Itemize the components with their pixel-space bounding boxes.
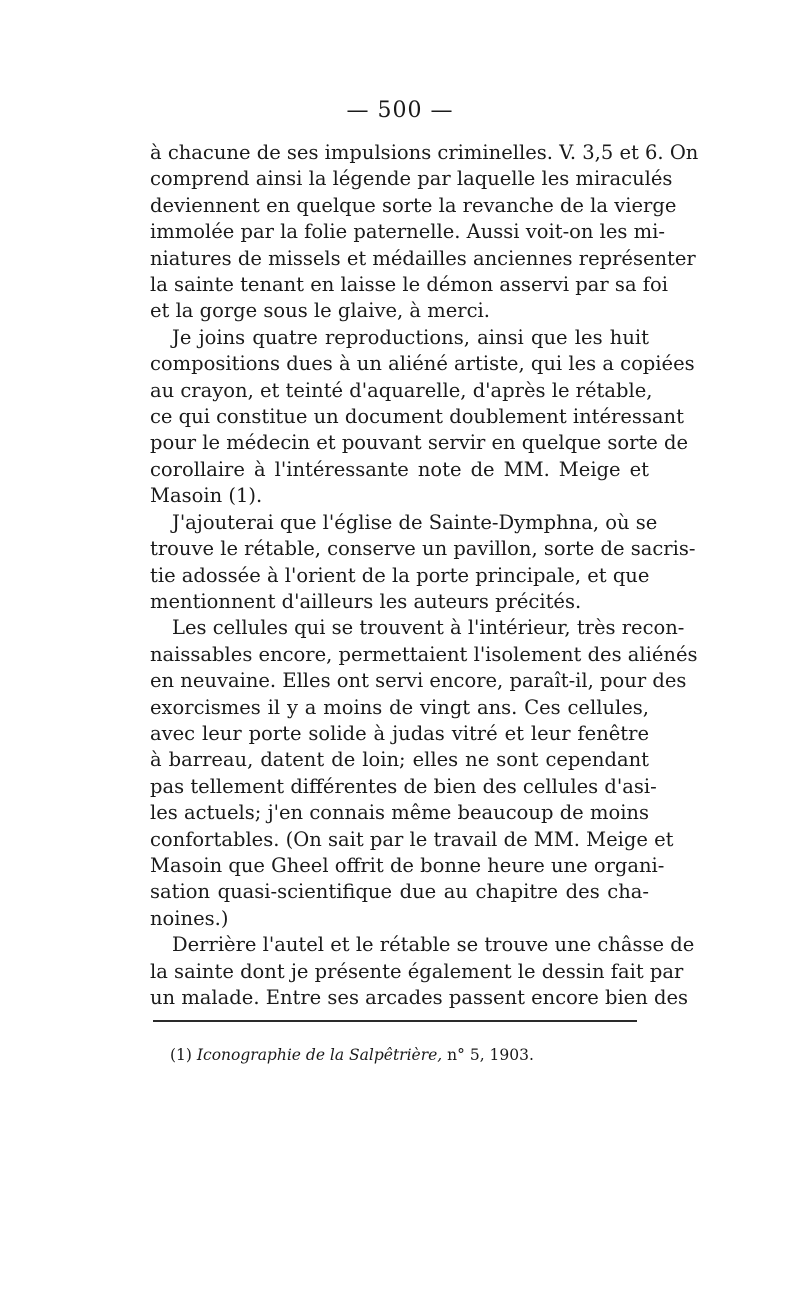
text-line: Je joins quatre reproductions, ainsi que les huit [172, 325, 649, 349]
text-line: niatures de missels et médailles anciennes représenter [150, 246, 696, 270]
footnote-marker: (1) [170, 1046, 192, 1064]
text-line: confortables. (On sait par le travail de MM. Meige et [150, 827, 674, 851]
body-text [150, 140, 699, 1011]
text-line: à barreau, datent de loin; elles ne sont cependant [150, 748, 649, 772]
text-line: pour le médecin et pouvant servir en quelque sorte de [150, 431, 689, 455]
text-line: noines.) [150, 906, 229, 930]
text-line: deviennent en quelque sorte la revanche de la vierge [150, 193, 677, 217]
text-line: Les cellules qui se trouvent à l'intérieur, très recon- [172, 616, 685, 640]
text-line: J'ajouterai que l'église de Sainte-Dymphna, où se [172, 510, 658, 534]
footnote-divider [153, 1020, 637, 1022]
text-line: immolée par la folie paternelle. Aussi voit-on les mi- [150, 220, 665, 244]
text-line: compositions dues à un aliéné artiste, qui les a copiées [150, 352, 695, 376]
text-line: en neuvaine. Elles ont servi encore, paraît-il, pour des [150, 669, 687, 693]
text-line: trouve le rétable, conserve un pavillon, sorte de sacris- [150, 537, 696, 561]
text-line: Derrière l'autel et le rétable se trouve une châsse de [172, 933, 695, 957]
footnote-detail: n° 5, 1903. [447, 1046, 534, 1064]
text-line: comprend ainsi la légende par laquelle les miraculés [150, 167, 673, 191]
text-line: mentionnent d'ailleurs les auteurs précités. [150, 589, 582, 613]
text-line: à chacune de ses impulsions criminelles. V. 3,5 et 6. On [150, 141, 699, 164]
text-line: pas tellement différentes de bien des cellules d'asi- [150, 774, 657, 798]
text-line: et la gorge sous le glaive, à merci. [150, 299, 490, 323]
text-line: ce qui constitue un document doublement intéressant [150, 405, 684, 429]
text-line: Masoin que Gheel offrit de bonne heure une organi- [150, 853, 665, 877]
text-line: la sainte dont je présente également le dessin fait par [150, 959, 684, 983]
text-line: les actuels; j'en connais même beaucoup de moins [150, 801, 649, 825]
page-number: — 500 — [346, 98, 454, 123]
text-line: Masoin (1). [150, 484, 263, 508]
text-line: avec leur porte solide à judas vitré et leur fenêtre [150, 721, 649, 745]
text-line: naissables encore, permettaient l'isolement des aliénés [150, 642, 698, 666]
text-line: corollaire à l'intéressante note de MM. Meige et [150, 457, 649, 481]
text-line: au crayon, et teinté d'aquarelle, d'après le rétable, [150, 378, 653, 402]
footnote [170, 1046, 534, 1064]
text-line: sation quasi-scientifique due au chapitre des cha- [150, 880, 649, 904]
footnote-title: Iconographie de la Salpêtrière, [196, 1046, 443, 1064]
text-line: tie adossée à l'orient de la porte principale, et que [150, 563, 650, 587]
text-line: exorcismes il y a moins de vingt ans. Ces cellules, [150, 695, 649, 719]
text-line: la sainte tenant en laisse le démon asservi par sa foi [150, 273, 668, 297]
text-line: un malade. Entre ses arcades passent encore bien des [150, 986, 689, 1009]
